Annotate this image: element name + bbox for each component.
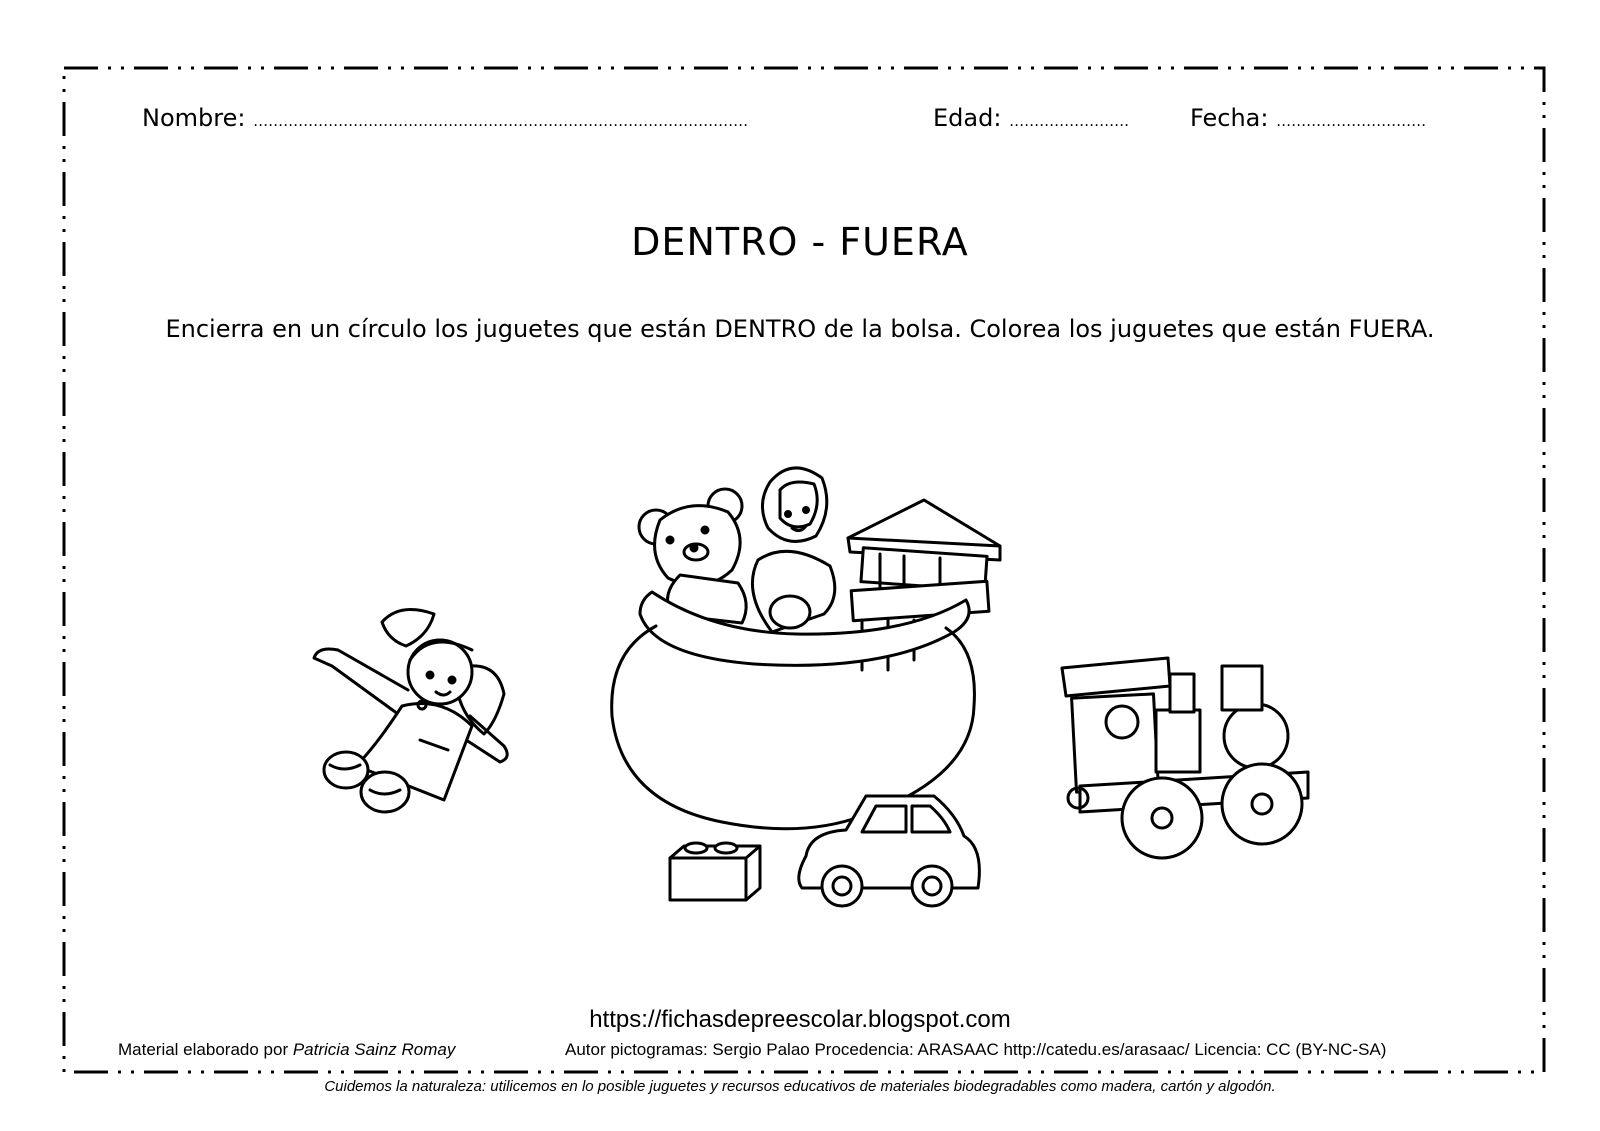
age-label: Edad: [933, 104, 1002, 132]
credit-author: Patricia Sainz Romay [292, 1040, 456, 1059]
worksheet-title: DENTRO - FUERA [631, 220, 969, 264]
lego-brick-icon [670, 843, 760, 900]
pictogram-credit: Autor pictogramas: Sergio Palao Procedencia: ARASAAC http://catedu.es/arasaac/ Licencia: CC (BY-NC-SA) [565, 1040, 1387, 1059]
toy-train-icon [1062, 658, 1308, 858]
worksheet-instructions: Encierra en un círculo los juguetes que están DENTRO de la bolsa. Colorea los juguetes que están FUERA. [165, 315, 1435, 343]
name-label: Nombre: [142, 104, 246, 132]
credit-prefix: Material elaborado por [118, 1040, 289, 1059]
blog-url: https://fichasdepreescolar.blogspot.com [589, 1006, 1011, 1033]
toy-figure-icon [752, 468, 834, 632]
age-line: …………………… [1009, 112, 1130, 130]
nature-note: Cuidemos la naturaleza: utilicemos en lo posible juguetes y recursos educativos de materiales biodegradables como madera, cartón y algodón. [324, 1078, 1276, 1095]
date-label: Fecha: [1190, 104, 1269, 132]
material-credit [118, 1040, 455, 1060]
toy-car-icon [799, 796, 980, 906]
name-line: ……………………………………………………………………………………… [253, 112, 749, 130]
date-line: ………………………… [1276, 112, 1427, 130]
doll-icon [314, 610, 507, 813]
